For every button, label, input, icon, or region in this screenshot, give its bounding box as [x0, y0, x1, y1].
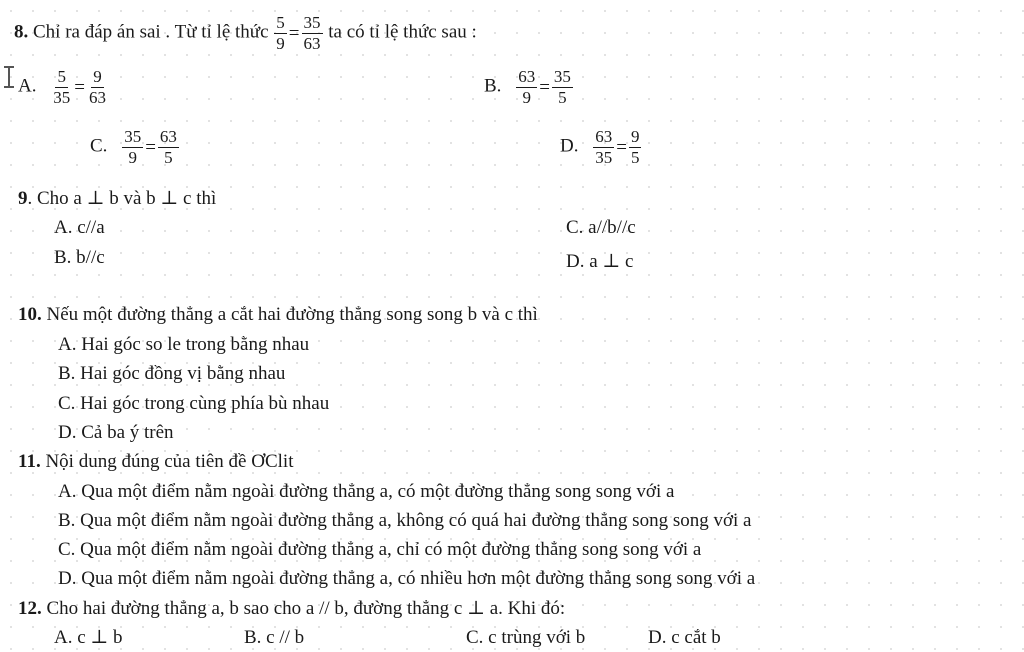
question-12-option-c[interactable]: C. c trùng với b	[466, 627, 586, 648]
question-9-option-b[interactable]: B. b//c	[54, 247, 105, 268]
fraction: $\frac{35}{9}$	[124, 127, 142, 167]
question-11-number: 11.	[18, 451, 41, 472]
fraction: $\frac{5}{35}$	[53, 67, 71, 107]
question-11-option-c[interactable]: C. Qua một điểm nằm ngoài đường thẳng a, chỉ có một đường thẳng song song với a	[58, 539, 702, 560]
question-8-number: 8.	[14, 21, 29, 43]
question-8-text-end: ta có tỉ lệ thức sau :	[328, 21, 477, 43]
fraction: $\frac{9}{63}$	[88, 67, 106, 107]
fraction: $\frac{63}{35}$	[595, 127, 613, 167]
question-12-number: 12.	[18, 598, 42, 619]
question-8-option-d[interactable]: D. $\frac{63}{35}$ = $\frac{9}{5}$	[560, 127, 640, 167]
question-9-number: 9	[18, 188, 28, 209]
question-9-option-a[interactable]: A. c//a	[54, 217, 105, 238]
question-8-text: Chỉ ra đáp án sai . Từ tỉ lệ thức	[33, 21, 269, 43]
question-9-stem: 9. Cho a ⊥ b và b ⊥ c thì	[18, 188, 217, 209]
fraction: $\frac{35}{5}$	[553, 67, 571, 107]
question-11-option-d[interactable]: D. Qua một điểm nằm ngoài đường thẳng a, có nhiều hơn một đường thẳng song song với a	[58, 568, 756, 589]
question-11-option-a[interactable]: A. Qua một điểm nằm ngoài đường thẳng a, có một đường thẳng song song với a	[58, 481, 675, 502]
fraction: $\frac{5}{9}$	[276, 13, 285, 53]
question-8-stem: 8. Chỉ ra đáp án sai . Từ tỉ lệ thức $\frac{5}{9}$ = $\frac{35}{63}$ ta có tỉ lệ thức sau :	[14, 13, 477, 53]
question-12-option-b[interactable]: B. c // b	[244, 627, 305, 648]
question-10-stem: 10. Nếu một đường thẳng a cắt hai đường thẳng song song b và c thì	[18, 304, 538, 325]
question-8-option-b[interactable]: B. $\frac{63}{9}$ = $\frac{35}{5}$	[484, 67, 571, 107]
question-9-option-d[interactable]: D. a ⊥ c	[566, 251, 634, 272]
question-10-option-d[interactable]: D. Cả ba ý trên	[58, 422, 174, 443]
question-12-option-d[interactable]: D. c cắt b	[648, 627, 721, 648]
question-12-option-a[interactable]: A. c ⊥ b	[54, 627, 123, 648]
fraction: $\frac{63}{9}$	[518, 67, 536, 107]
question-11-option-b[interactable]: B. Qua một điểm nằm ngoài đường thẳng a, không có quá hai đường thẳng song song với a	[58, 510, 752, 531]
question-10-option-b[interactable]: B. Hai góc đồng vị bằng nhau	[58, 363, 286, 384]
question-10-number: 10.	[18, 304, 42, 325]
question-12-stem: 12. Cho hai đường thẳng a, b sao cho a // b, đường thẳng c ⊥ a. Khi đó:	[18, 598, 566, 619]
question-10-option-c[interactable]: C. Hai góc trong cùng phía bù nhau	[58, 393, 330, 414]
fraction: $\frac{63}{5}$	[159, 127, 177, 167]
question-9-option-c[interactable]: C. a//b//c	[566, 217, 636, 238]
question-10-option-a[interactable]: A. Hai góc so le trong bằng nhau	[58, 334, 310, 355]
question-11-stem: 11. Nội dung đúng của tiên đề ƠClit	[18, 451, 294, 472]
fraction: $\frac{35}{63}$	[303, 13, 321, 53]
question-8-option-a[interactable]: A. $\frac{5}{35}$ = $\frac{9}{63}$	[18, 67, 106, 107]
question-8-option-c[interactable]: C. $\frac{35}{9}$ = $\frac{63}{5}$	[90, 127, 177, 167]
fraction: $\frac{9}{5}$	[630, 127, 640, 167]
text-cursor-icon	[4, 66, 14, 88]
